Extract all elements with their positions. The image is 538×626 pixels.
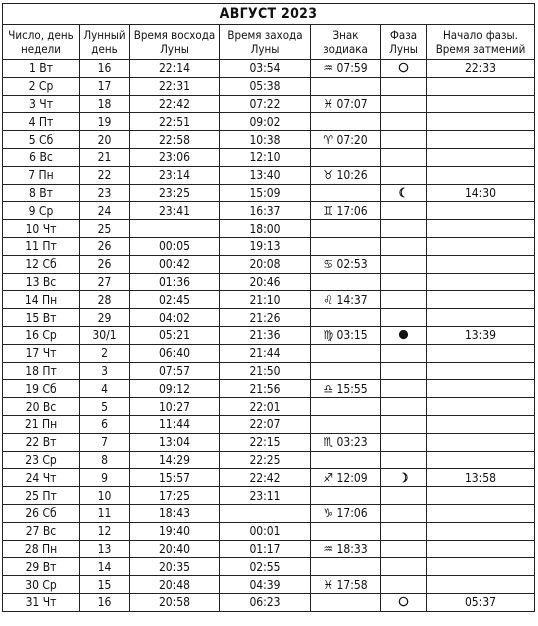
day-cell: 4 Пт: [3, 113, 80, 131]
phase-time-cell: [427, 237, 535, 255]
day-cell: 27 Вс: [3, 522, 80, 540]
day-cell: 21 Пн: [3, 415, 80, 433]
new-moon-icon: [398, 328, 409, 342]
zodiac-cell: ♌ 14:37: [311, 291, 381, 309]
lunar-day-cell: 11: [80, 504, 130, 522]
phase-time-cell: 13:39: [427, 326, 535, 344]
phase-cell: [381, 60, 427, 78]
zodiac-cell: [311, 558, 381, 576]
table-row: [3, 540, 535, 558]
moonset-cell: 21:44: [220, 344, 311, 362]
phase-cell: [381, 113, 427, 131]
full-moon-icon: [398, 61, 409, 75]
day-cell: 2 Ср: [3, 77, 80, 95]
phase-time-cell: [427, 255, 535, 273]
zodiac-cell: ♓ 17:58: [311, 576, 381, 594]
zodiac-cell: [311, 237, 381, 255]
zodiac-cell: [311, 273, 381, 291]
moonrise-cell: 15:57: [130, 469, 220, 487]
moonrise-cell: 19:40: [130, 522, 220, 540]
lunar-day-cell: 28: [80, 291, 130, 309]
day-cell: 1 Вт: [3, 60, 80, 78]
day-cell: 24 Чт: [3, 469, 80, 487]
moonset-cell: 22:15: [220, 433, 311, 451]
day-cell: 7 Пн: [3, 166, 80, 184]
moonrise-cell: 01:36: [130, 273, 220, 291]
phase-cell: [381, 433, 427, 451]
lunar-day-cell: 6: [80, 415, 130, 433]
table-row: [3, 184, 535, 202]
phase-cell: [381, 273, 427, 291]
phase-time-cell: [427, 148, 535, 166]
header-day: Число, день недели: [3, 25, 80, 60]
table-row: [3, 77, 535, 95]
moonrise-cell: 22:51: [130, 113, 220, 131]
moonset-cell: 02:55: [220, 558, 311, 576]
header-lunar-day: Лунный день: [80, 25, 130, 60]
lunar-day-cell: 16: [80, 60, 130, 78]
moonset-cell: 05:38: [220, 77, 311, 95]
phase-time-cell: [427, 433, 535, 451]
zodiac-cell: [311, 593, 381, 611]
moonrise-cell: 00:42: [130, 255, 220, 273]
lunar-day-cell: 17: [80, 77, 130, 95]
phase-cell: [381, 326, 427, 344]
moonset-cell: 22:07: [220, 415, 311, 433]
phase-time-cell: [427, 540, 535, 558]
phase-time-cell: 14:30: [427, 184, 535, 202]
lunar-day-cell: 22: [80, 166, 130, 184]
table-row: [3, 60, 535, 78]
day-cell: 29 Вт: [3, 558, 80, 576]
header-zodiac: Знак зодиака: [311, 25, 381, 60]
moonset-cell: 21:36: [220, 326, 311, 344]
table-row: [3, 202, 535, 220]
table-body: [3, 60, 535, 612]
lunar-day-cell: 19: [80, 113, 130, 131]
day-cell: 31 Чт: [3, 593, 80, 611]
phase-time-cell: [427, 113, 535, 131]
phase-cell: [381, 202, 427, 220]
phase-time-cell: [427, 202, 535, 220]
table-row: [3, 291, 535, 309]
lunar-day-cell: 21: [80, 148, 130, 166]
phase-cell: [381, 255, 427, 273]
phase-cell: [381, 148, 427, 166]
moonset-cell: 22:25: [220, 451, 311, 469]
day-cell: 28 Пн: [3, 540, 80, 558]
table-row: [3, 593, 535, 611]
zodiac-cell: [311, 309, 381, 327]
table-row: [3, 558, 535, 576]
table-title: АВГУСТ 2023: [3, 4, 535, 25]
phase-time-cell: 13:58: [427, 469, 535, 487]
moonset-cell: 16:37: [220, 202, 311, 220]
day-cell: 23 Ср: [3, 451, 80, 469]
moonrise-cell: 20:58: [130, 593, 220, 611]
header-phase: Фаза Луны: [381, 25, 427, 60]
day-cell: 19 Сб: [3, 380, 80, 398]
table-row: [3, 380, 535, 398]
phase-time-cell: [427, 77, 535, 95]
phase-time-cell: [427, 291, 535, 309]
moonset-cell: 13:40: [220, 166, 311, 184]
phase-cell: [381, 184, 427, 202]
moonset-cell: 22:42: [220, 469, 311, 487]
zodiac-cell: ♑ 17:06: [311, 504, 381, 522]
phase-time-cell: [427, 166, 535, 184]
phase-cell: [381, 576, 427, 594]
table-row: [3, 522, 535, 540]
table-row: [3, 433, 535, 451]
phase-cell: [381, 469, 427, 487]
zodiac-cell: [311, 398, 381, 416]
phase-time-cell: [427, 576, 535, 594]
phase-cell: [381, 593, 427, 611]
zodiac-cell: [311, 415, 381, 433]
moonset-cell: 18:00: [220, 220, 311, 238]
header-moonset: Время захода Луны: [220, 25, 311, 60]
day-cell: 6 Вс: [3, 148, 80, 166]
day-cell: 8 Вт: [3, 184, 80, 202]
phase-cell: [381, 362, 427, 380]
moon-calendar: [2, 3, 535, 612]
phase-time-cell: [427, 131, 535, 149]
moonrise-cell: 22:58: [130, 131, 220, 149]
day-cell: 12 Сб: [3, 255, 80, 273]
zodiac-cell: ♐ 12:09: [311, 469, 381, 487]
moonrise-cell: 22:14: [130, 60, 220, 78]
day-cell: 22 Вт: [3, 433, 80, 451]
moonrise-cell: 23:41: [130, 202, 220, 220]
moonrise-cell: 06:40: [130, 344, 220, 362]
moonrise-cell: 22:42: [130, 95, 220, 113]
phase-time-cell: [427, 451, 535, 469]
phase-time-cell: [427, 220, 535, 238]
phase-cell: [381, 540, 427, 558]
moonrise-cell: 20:48: [130, 576, 220, 594]
moonset-cell: 00:01: [220, 522, 311, 540]
lunar-day-cell: 26: [80, 255, 130, 273]
zodiac-cell: ♋ 02:53: [311, 255, 381, 273]
phase-cell: [381, 504, 427, 522]
moonrise-cell: 22:31: [130, 77, 220, 95]
phase-time-cell: [427, 398, 535, 416]
day-cell: 20 Вс: [3, 398, 80, 416]
phase-cell: [381, 166, 427, 184]
phase-time-cell: [427, 504, 535, 522]
phase-time-cell: [427, 273, 535, 291]
day-cell: 13 Вс: [3, 273, 80, 291]
moonset-cell: 19:13: [220, 237, 311, 255]
phase-cell: [381, 487, 427, 505]
phase-time-cell: [427, 487, 535, 505]
moonrise-cell: 10:27: [130, 398, 220, 416]
zodiac-cell: [311, 362, 381, 380]
lunar-day-cell: 20: [80, 131, 130, 149]
lunar-day-cell: 4: [80, 380, 130, 398]
zodiac-cell: [311, 344, 381, 362]
day-cell: 17 Чт: [3, 344, 80, 362]
zodiac-cell: ♒ 18:33: [311, 540, 381, 558]
lunar-day-cell: 2: [80, 344, 130, 362]
day-cell: 15 Вт: [3, 309, 80, 327]
lunar-day-cell: 25: [80, 220, 130, 238]
phase-time-cell: [427, 415, 535, 433]
phase-cell: [381, 309, 427, 327]
table-row: [3, 255, 535, 273]
moonset-cell: 20:08: [220, 255, 311, 273]
zodiac-cell: [311, 451, 381, 469]
table-row: [3, 148, 535, 166]
zodiac-cell: [311, 487, 381, 505]
moonrise-cell: [130, 220, 220, 238]
lunar-day-cell: 30/1: [80, 326, 130, 344]
moonrise-cell: 18:43: [130, 504, 220, 522]
moonrise-cell: 02:45: [130, 291, 220, 309]
phase-cell: [381, 451, 427, 469]
phase-cell: [381, 558, 427, 576]
moonrise-cell: 23:14: [130, 166, 220, 184]
phase-cell: [381, 220, 427, 238]
day-cell: 26 Сб: [3, 504, 80, 522]
phase-time-cell: 22:33: [427, 60, 535, 78]
table-row: [3, 469, 535, 487]
moonset-cell: 09:02: [220, 113, 311, 131]
table-row: [3, 344, 535, 362]
lunar-day-cell: 27: [80, 273, 130, 291]
moonrise-cell: 17:25: [130, 487, 220, 505]
moonrise-cell: 20:35: [130, 558, 220, 576]
day-cell: 11 Пт: [3, 237, 80, 255]
zodiac-cell: [311, 113, 381, 131]
phase-cell: [381, 522, 427, 540]
lunar-day-cell: 5: [80, 398, 130, 416]
moon-table: [2, 3, 535, 612]
zodiac-cell: ♈ 07:20: [311, 131, 381, 149]
zodiac-cell: [311, 77, 381, 95]
moonrise-cell: 04:02: [130, 309, 220, 327]
phase-time-cell: [427, 95, 535, 113]
phase-cell: [381, 77, 427, 95]
moonrise-cell: 09:12: [130, 380, 220, 398]
zodiac-cell: ♍ 03:15: [311, 326, 381, 344]
lunar-day-cell: 10: [80, 487, 130, 505]
lunar-day-cell: 18: [80, 95, 130, 113]
table-row: [3, 576, 535, 594]
full-moon-icon: [398, 595, 409, 609]
table-row: [3, 504, 535, 522]
last-quarter-icon: [398, 186, 409, 200]
table-row: [3, 362, 535, 380]
table-row: [3, 131, 535, 149]
phase-time-cell: [427, 362, 535, 380]
phase-time-cell: [427, 309, 535, 327]
phase-time-cell: [427, 344, 535, 362]
day-cell: 16 Ср: [3, 326, 80, 344]
phase-cell: [381, 398, 427, 416]
lunar-day-cell: 13: [80, 540, 130, 558]
phase-cell: [381, 237, 427, 255]
moonset-cell: 06:23: [220, 593, 311, 611]
lunar-day-cell: 15: [80, 576, 130, 594]
phase-cell: [381, 131, 427, 149]
lunar-day-cell: 9: [80, 469, 130, 487]
lunar-day-cell: 14: [80, 558, 130, 576]
phase-time-cell: [427, 380, 535, 398]
moonrise-cell: 05:21: [130, 326, 220, 344]
phase-time-cell: [427, 522, 535, 540]
table-row: [3, 487, 535, 505]
table-row: [3, 273, 535, 291]
day-cell: 10 Чт: [3, 220, 80, 238]
moonrise-cell: 14:29: [130, 451, 220, 469]
zodiac-cell: ♓ 07:07: [311, 95, 381, 113]
zodiac-cell: [311, 184, 381, 202]
moonset-cell: 21:56: [220, 380, 311, 398]
lunar-day-cell: 29: [80, 309, 130, 327]
table-row: [3, 451, 535, 469]
lunar-day-cell: 16: [80, 593, 130, 611]
table-row: [3, 95, 535, 113]
moonset-cell: 23:11: [220, 487, 311, 505]
zodiac-cell: [311, 148, 381, 166]
moonrise-cell: 23:25: [130, 184, 220, 202]
table-row: [3, 237, 535, 255]
day-cell: 3 Чт: [3, 95, 80, 113]
table-row: [3, 220, 535, 238]
lunar-day-cell: 7: [80, 433, 130, 451]
moonset-cell: 21:26: [220, 309, 311, 327]
day-cell: 14 Пн: [3, 291, 80, 309]
phase-cell: [381, 95, 427, 113]
table-row: [3, 326, 535, 344]
moonset-cell: 12:10: [220, 148, 311, 166]
moonset-cell: 15:09: [220, 184, 311, 202]
lunar-day-cell: 24: [80, 202, 130, 220]
moonrise-cell: 00:05: [130, 237, 220, 255]
moonset-cell: 07:22: [220, 95, 311, 113]
moonrise-cell: 20:40: [130, 540, 220, 558]
day-cell: 18 Пт: [3, 362, 80, 380]
day-cell: 25 Пт: [3, 487, 80, 505]
zodiac-cell: ♉ 10:26: [311, 166, 381, 184]
phase-time-cell: 05:37: [427, 593, 535, 611]
table-row: [3, 309, 535, 327]
first-quarter-icon: [398, 471, 409, 485]
moonset-cell: 01:17: [220, 540, 311, 558]
moonset-cell: [220, 504, 311, 522]
moonset-cell: 21:10: [220, 291, 311, 309]
moonset-cell: 20:46: [220, 273, 311, 291]
moonset-cell: 21:50: [220, 362, 311, 380]
lunar-day-cell: 12: [80, 522, 130, 540]
lunar-day-cell: 26: [80, 237, 130, 255]
moonrise-cell: 23:06: [130, 148, 220, 166]
phase-cell: [381, 415, 427, 433]
table-row: [3, 113, 535, 131]
day-cell: 9 Ср: [3, 202, 80, 220]
phase-cell: [381, 344, 427, 362]
table-row: [3, 415, 535, 433]
zodiac-cell: ♊ 17:06: [311, 202, 381, 220]
moonset-cell: 03:54: [220, 60, 311, 78]
moonrise-cell: 11:44: [130, 415, 220, 433]
table-row: [3, 166, 535, 184]
zodiac-cell: [311, 522, 381, 540]
zodiac-cell: ♎ 15:55: [311, 380, 381, 398]
day-cell: 5 Сб: [3, 131, 80, 149]
moonset-cell: 22:01: [220, 398, 311, 416]
moonrise-cell: 13:04: [130, 433, 220, 451]
phase-cell: [381, 380, 427, 398]
lunar-day-cell: 3: [80, 362, 130, 380]
moonset-cell: 10:38: [220, 131, 311, 149]
header-moonrise: Время восхода Луны: [130, 25, 220, 60]
day-cell: 30 Ср: [3, 576, 80, 594]
header-phase-start: Начало фазы. Время затмений: [427, 25, 535, 60]
phase-cell: [381, 291, 427, 309]
zodiac-cell: [311, 220, 381, 238]
zodiac-cell: ♒ 07:59: [311, 60, 381, 78]
moonrise-cell: 07:57: [130, 362, 220, 380]
moonset-cell: 04:39: [220, 576, 311, 594]
phase-time-cell: [427, 558, 535, 576]
lunar-day-cell: 23: [80, 184, 130, 202]
lunar-day-cell: 8: [80, 451, 130, 469]
zodiac-cell: ♏ 03:23: [311, 433, 381, 451]
table-row: [3, 398, 535, 416]
